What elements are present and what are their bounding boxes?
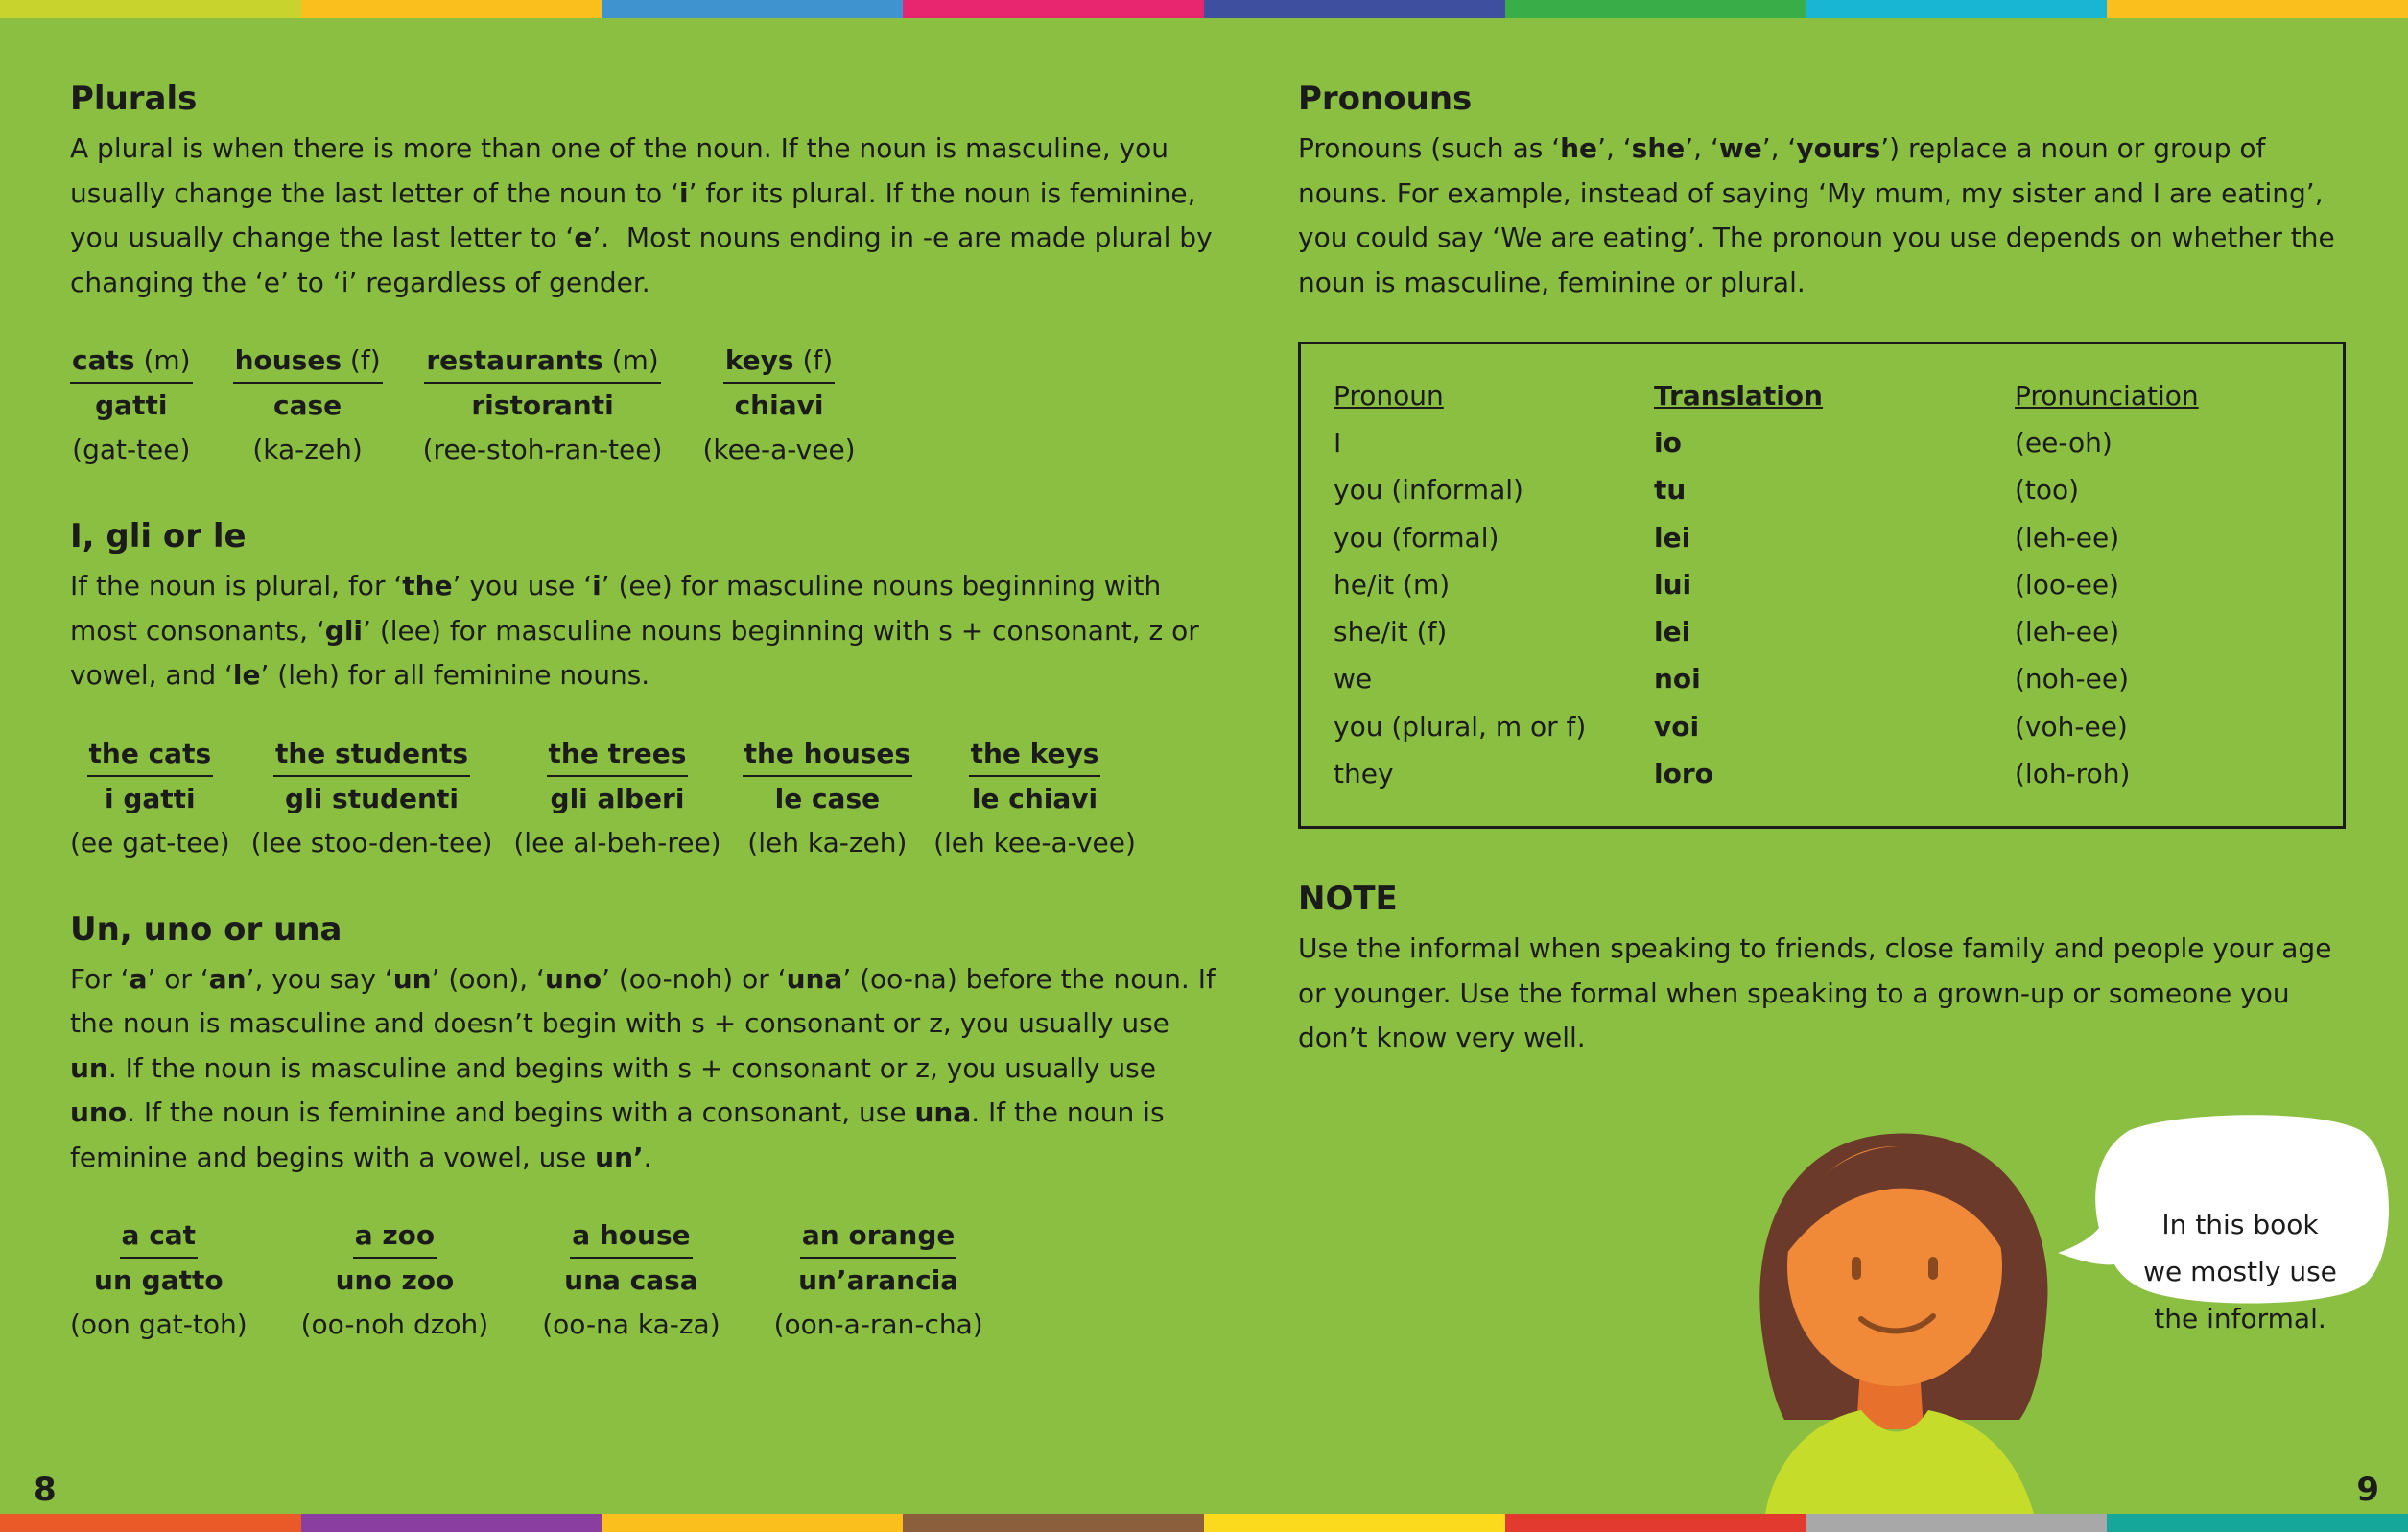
example-english: an orange [800,1214,956,1259]
example-item [933,733,1136,865]
example-pronunciation: (gat-tee) [72,434,191,465]
example-english: cats (m) [70,340,193,384]
plurals-section [70,75,1221,472]
pronouns-heading: Pronouns [1298,80,1473,118]
example-english: restaurants (m) [424,340,660,384]
translation-cell: noi [1654,663,1701,695]
speech-bubble-text [2111,1201,2370,1342]
page-number-left: 8 [34,1471,57,1509]
pronoun-row [1334,703,2199,750]
example-italian: i gatti [105,782,196,814]
indefinite-articles-body: For ‘a’ or ‘an’, you say ‘un’ (oon), ‘uno’ (oo-noh) or ‘una’ (oo-na) before the noun. If the noun is masculine and doesn’t begin with s + consonant or z, you usually use un. If the noun is masculine and begins with s + consonant or z, you usually use uno. If the noun is feminine and begins with a consonant, use una. If the noun is feminine and begins with a vowel, use un’. [70,962,1216,1173]
example-item [251,733,493,865]
stripe-segment [301,1514,602,1532]
example-pronunciation: (ree-stoh-ran-tee) [422,434,663,465]
stripe-segment [602,0,904,18]
example-italian: gli studenti [285,782,459,814]
plural-articles-body: If the noun is plural, for ‘the’ you use ‘i’ (ee) for masculine nouns beginning with most consonants, ‘gli’ (lee) for masculine nouns beginning with s + consonant, z or vowel, and ‘le’ (leh) for all feminine nouns. [70,570,1199,691]
example-italian: un gatto [94,1264,224,1296]
pronoun-table [1334,373,2199,797]
translation-cell: lei [1654,521,1691,554]
pronoun-cell: you (formal) [1334,521,1499,554]
pronunciation-cell: (leh-ee) [2015,521,2120,554]
example-italian: case [273,389,342,421]
pronoun-cell: we [1334,663,1373,695]
speech-line: we mostly use [2143,1256,2337,1287]
example-gender: (f) [342,344,381,376]
stripe-segment [1505,1514,1806,1532]
pronunciation-cell: (loh-roh) [2015,758,2131,790]
bottom-color-stripe [0,1514,2408,1532]
pronouns-section [1298,75,2353,829]
example-english: a zoo [353,1214,437,1259]
example-item [542,1214,720,1347]
header-translation: Translation [1654,380,1823,412]
example-italian: uno zoo [335,1264,455,1296]
indefinite-articles-section [70,906,1221,1348]
plural-articles-section [70,512,1221,865]
pronoun-row [1334,655,2199,702]
example-italian: chiavi [734,389,824,421]
example-italian: gli alberi [550,782,685,814]
stripe-segment [2107,1514,2408,1532]
speech-line: the informal. [2154,1303,2326,1334]
speech-line: In this book [2161,1209,2319,1240]
pronoun-table-header [1334,373,2199,419]
example-pronunciation: (kee-a-vee) [702,434,856,465]
translation-cell: voi [1654,710,1700,742]
example-pronunciation: (oo-na ka-za) [542,1308,720,1340]
stripe-segment [1204,1514,1505,1532]
translation-cell: lei [1654,616,1691,648]
pronunciation-cell: (too) [2015,474,2080,507]
pronoun-row [1334,561,2199,608]
example-english: houses (f) [233,340,383,384]
example-italian: le chiavi [971,782,1098,814]
example-english: a cat [120,1214,199,1259]
example-pronunciation: (ka-zeh) [252,434,363,465]
stripe-segment [1806,1514,2108,1532]
stripe-segment [2107,0,2408,18]
stripe-segment [0,0,301,18]
example-pronunciation: (oon-a-ran-cha) [773,1308,983,1340]
example-pronunciation: (ee gat-tee) [70,826,230,859]
header-pronunciation: Pronunciation [2015,380,2199,412]
example-item [233,340,383,472]
example-english: the students [273,733,470,777]
example-item [70,733,230,865]
example-italian: un’arancia [798,1264,959,1296]
pronoun-row [1334,466,2199,513]
example-pronunciation: (oo-noh dzoh) [300,1308,489,1340]
translation-cell: io [1654,427,1682,459]
example-item [774,1214,983,1347]
pronoun-row [1334,750,2199,797]
example-item [423,340,663,472]
example-italian: una casa [564,1264,698,1296]
left-page [70,75,1221,1347]
pronoun-row [1334,419,2199,466]
indefinite-articles-heading: Un, uno or una [70,909,342,949]
plurals-examples [70,340,1221,472]
example-english: the houses [743,733,912,777]
stripe-segment [0,1514,301,1532]
indefinite-articles-examples [70,1214,1221,1347]
plural-articles-heading: I, gli or le [70,517,247,555]
example-item [513,733,720,865]
example-item [70,1214,248,1347]
pronunciation-cell: (leh-ee) [2015,616,2120,648]
example-gender: (m) [602,344,659,376]
note-body: Use the informal when speaking to friends, close family and people your age or younger. Use the formal when speaking to a grown-up or someone you don’t know very well. [1298,932,2332,1054]
page-number-right: 9 [2356,1471,2379,1509]
pronoun-cell: you (informal) [1334,474,1523,507]
example-italian: gatti [95,389,168,421]
top-color-stripe [0,0,2408,18]
plurals-heading: Plurals [70,80,198,118]
stripe-segment [1204,0,1505,18]
pronoun-cell: you (plural, m or f) [1334,710,1587,742]
pronunciation-cell: (loo-ee) [2015,568,2119,601]
example-pronunciation: (leh ka-zeh) [747,826,908,859]
pronunciation-cell: (ee-oh) [2015,427,2113,459]
example-item [301,1214,489,1347]
stripe-segment [301,0,602,18]
note-heading: NOTE [1298,880,1398,919]
stripe-segment [903,0,1204,18]
stripe-segment [1806,0,2108,18]
pronoun-cell: I [1334,427,1342,459]
pronunciation-cell: (noh-ee) [2015,663,2130,695]
stripe-segment [1505,0,1806,18]
example-pronunciation: (lee stoo-den-tee) [250,826,493,859]
example-english: the trees [547,733,689,777]
example-pronunciation: (lee al-beh-ree) [513,826,721,859]
pronouns-body: Pronouns (such as ‘he’, ‘she’, ‘we’, ‘yours’) replace a noun or group of nouns. For example, instead of saying ‘My mum, my sister and I are eating’, you could say ‘We are eating’. The pronoun you use depends on whether the noun is masculine, feminine or plural. [1298,132,2335,298]
pronoun-table-box [1298,342,2346,829]
translation-cell: tu [1654,474,1687,507]
example-item [70,340,193,472]
note-section [1298,875,2353,1061]
example-item [743,733,912,865]
plural-articles-examples [70,733,1221,865]
example-italian: le case [774,782,881,814]
right-page [1298,75,2353,1061]
example-italian: ristoranti [471,389,614,421]
pronoun-row [1334,514,2199,561]
translation-cell: loro [1654,758,1713,790]
example-english: the keys [969,733,1101,777]
pronoun-row [1334,608,2199,655]
pronoun-cell: he/it (m) [1334,568,1451,601]
stripe-segment [602,1514,904,1532]
plurals-body: A plural is when there is more than one of the noun. If the noun is masculine, you usually change the last letter of the noun to ‘i’ for its plural. If the noun is feminine, you usually change the last letter to ‘e’. Most nouns ending in -e are made plural by changing the ‘e’ to ‘i’ regardless of gender. [70,132,1213,298]
example-english: the cats [87,733,214,777]
example-pronunciation: (oon gat-toh) [70,1308,248,1340]
pronoun-cell: they [1334,758,1394,790]
stripe-segment [903,1514,1204,1532]
example-gender: (f) [793,344,834,376]
translation-cell: lui [1654,568,1692,601]
example-english: keys (f) [723,340,835,384]
example-gender: (m) [134,344,191,376]
header-pronoun: Pronoun [1334,380,1444,412]
example-item [702,340,855,472]
example-pronunciation: (leh kee-a-vee) [933,826,1136,859]
pronunciation-cell: (voh-ee) [2015,710,2128,742]
pronoun-cell: she/it (f) [1334,616,1448,648]
example-english: a house [570,1214,692,1259]
